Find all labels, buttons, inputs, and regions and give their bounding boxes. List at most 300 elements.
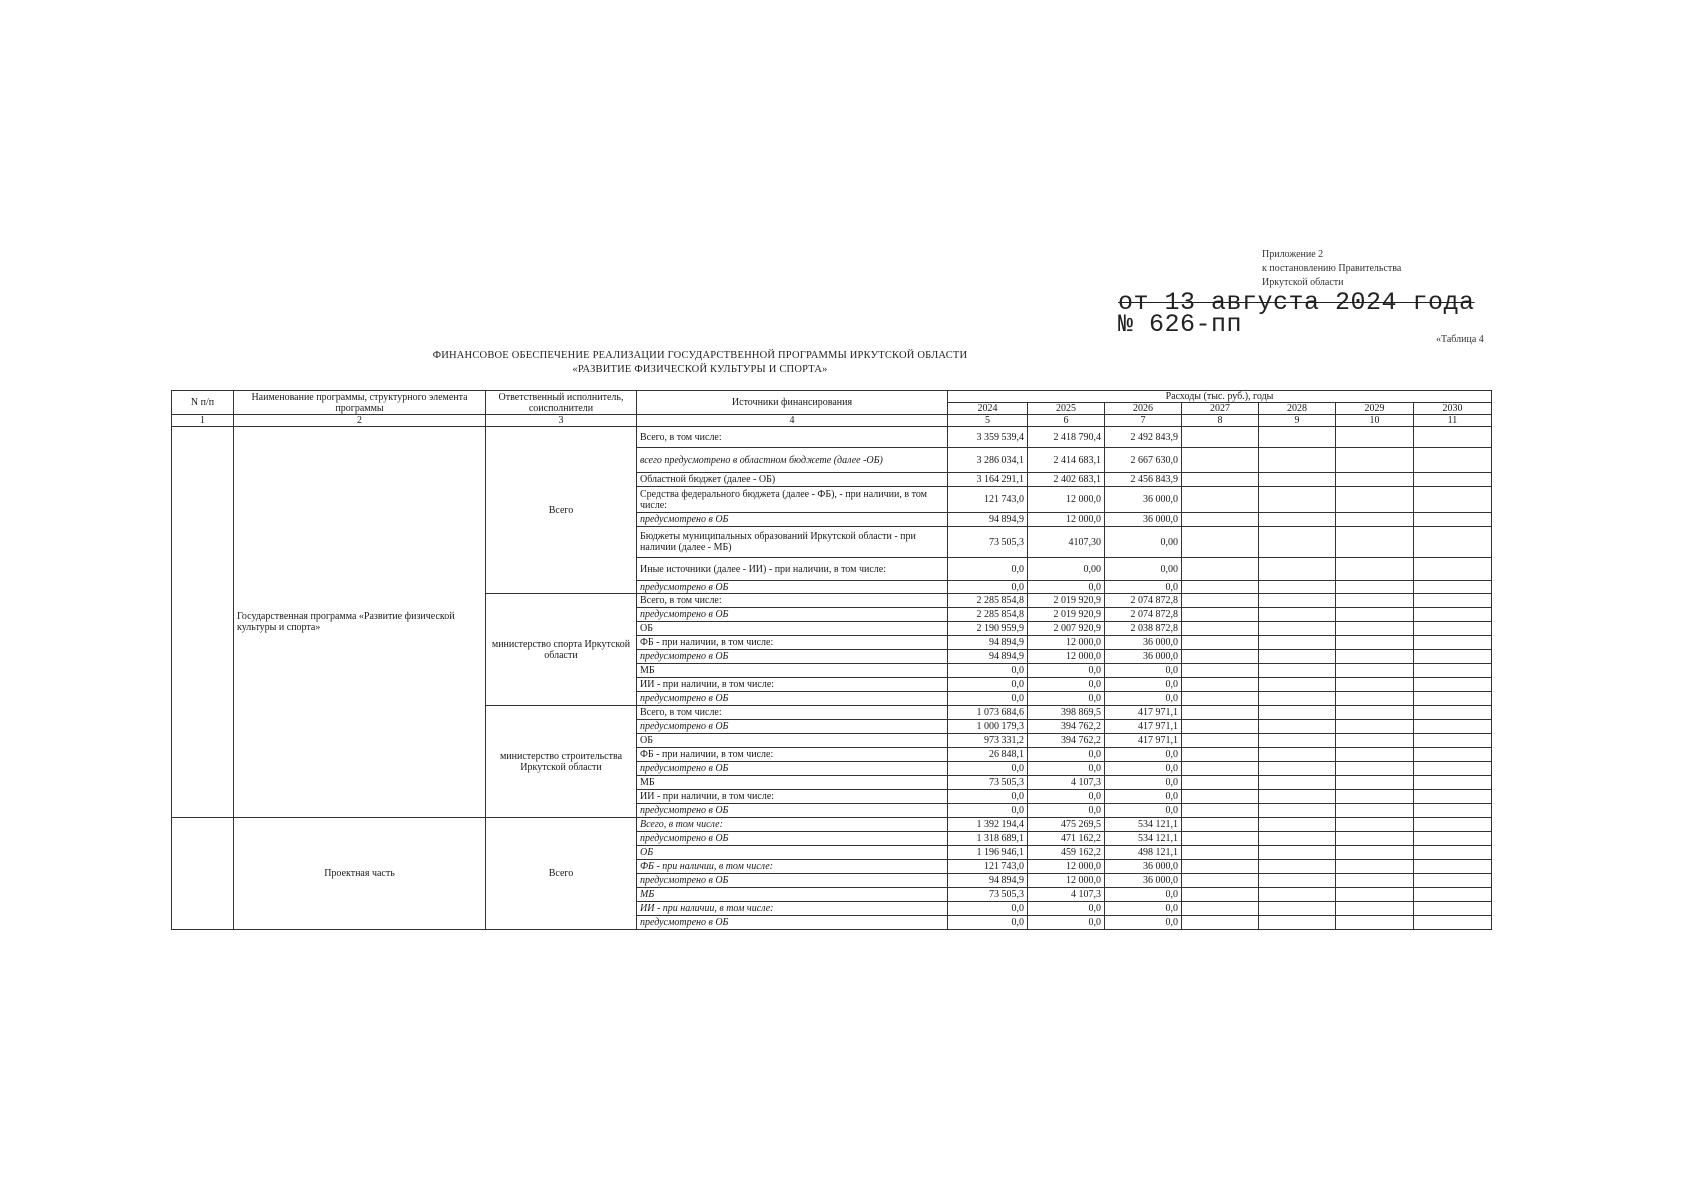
value-cell: [1182, 594, 1259, 608]
value-cell: [1414, 692, 1492, 706]
value-cell: [1414, 664, 1492, 678]
value-cell: [1336, 804, 1414, 818]
table-row: [172, 427, 1492, 448]
value-cell: [1336, 874, 1414, 888]
value-cell: [1259, 762, 1336, 776]
executor-cell: Всего: [486, 818, 637, 930]
value-cell: 4107,30: [1028, 527, 1105, 558]
value-cell: [1336, 650, 1414, 664]
value-cell: [1336, 513, 1414, 527]
value-cell: [1414, 581, 1492, 594]
value-cell: [1182, 692, 1259, 706]
value-cell: [1182, 581, 1259, 594]
value-cell: 1 196 946,1: [948, 846, 1028, 860]
header-year: 2027: [1182, 403, 1259, 415]
value-cell: [1414, 832, 1492, 846]
value-cell: [1336, 902, 1414, 916]
value-cell: [1336, 860, 1414, 874]
document-subtitle: «РАЗВИТИЕ ФИЗИЧЕСКОЙ КУЛЬТУРЫ И СПОРТА»: [572, 364, 828, 375]
value-cell: 121 743,0: [948, 487, 1028, 513]
financing-table: [171, 390, 1492, 930]
value-cell: 12 000,0: [1028, 636, 1105, 650]
value-cell: [1259, 916, 1336, 930]
value-cell: [1182, 860, 1259, 874]
source-cell: предусмотрено в ОБ: [637, 692, 948, 706]
value-cell: 0,0: [948, 558, 1028, 581]
resolution-number: № 626-пп: [1118, 310, 1243, 339]
value-cell: [1259, 692, 1336, 706]
value-cell: [1336, 448, 1414, 473]
value-cell: 0,0: [948, 762, 1028, 776]
header-responsible: Ответственный исполнитель, соисполнители: [486, 391, 637, 415]
value-cell: [1259, 860, 1336, 874]
value-cell: 0,0: [948, 581, 1028, 594]
value-cell: 0,0: [1105, 678, 1182, 692]
value-cell: [1182, 608, 1259, 622]
value-cell: [1336, 748, 1414, 762]
source-cell: предусмотрено в ОБ: [637, 762, 948, 776]
value-cell: [1336, 818, 1414, 832]
value-cell: 973 331,2: [948, 734, 1028, 748]
value-cell: [1336, 790, 1414, 804]
source-cell: Всего, в том числе:: [637, 427, 948, 448]
value-cell: 36 000,0: [1105, 860, 1182, 874]
value-cell: 0,0: [1028, 581, 1105, 594]
source-cell: Всего, в том числе:: [637, 594, 948, 608]
value-cell: [1259, 748, 1336, 762]
source-cell: Всего, в том числе:: [637, 818, 948, 832]
value-cell: [1182, 748, 1259, 762]
value-cell: [1414, 790, 1492, 804]
value-cell: [1259, 513, 1336, 527]
value-cell: [1259, 874, 1336, 888]
value-cell: [1259, 818, 1336, 832]
value-cell: 0,0: [1105, 776, 1182, 790]
value-cell: 0,0: [1105, 664, 1182, 678]
value-cell: 2 007 920,9: [1028, 622, 1105, 636]
source-cell: МБ: [637, 776, 948, 790]
value-cell: [1182, 762, 1259, 776]
value-cell: 0,0: [1105, 748, 1182, 762]
value-cell: [1259, 487, 1336, 513]
value-cell: [1182, 804, 1259, 818]
value-cell: [1414, 818, 1492, 832]
value-cell: 3 164 291,1: [948, 473, 1028, 487]
value-cell: 0,0: [948, 804, 1028, 818]
value-cell: 394 762,2: [1028, 734, 1105, 748]
value-cell: [1336, 487, 1414, 513]
column-number: 9: [1259, 415, 1336, 427]
value-cell: 36 000,0: [1105, 636, 1182, 650]
value-cell: 2 414 683,1: [1028, 448, 1105, 473]
source-cell: предусмотрено в ОБ: [637, 720, 948, 734]
value-cell: [1182, 473, 1259, 487]
source-cell: Бюджеты муниципальных образований Иркутской области - при наличии (далее - МБ): [637, 527, 948, 558]
value-cell: 0,0: [948, 692, 1028, 706]
source-cell: МБ: [637, 888, 948, 902]
value-cell: [1336, 581, 1414, 594]
appendix-line-2: к постановлению Правительства: [1262, 263, 1402, 274]
value-cell: 3 359 539,4: [948, 427, 1028, 448]
value-cell: [1182, 874, 1259, 888]
column-number: 4: [637, 415, 948, 427]
value-cell: 2 190 959,9: [948, 622, 1028, 636]
column-number: 3: [486, 415, 637, 427]
executor-cell: министерство спорта Иркутской области: [486, 594, 637, 706]
value-cell: [1259, 594, 1336, 608]
resolution-date: от 13 августа 2024 года: [1118, 288, 1475, 317]
value-cell: [1414, 804, 1492, 818]
resolution-stamp: [1118, 288, 1475, 339]
value-cell: [1182, 513, 1259, 527]
value-cell: 394 762,2: [1028, 720, 1105, 734]
column-number: 2: [234, 415, 486, 427]
value-cell: 417 971,1: [1105, 720, 1182, 734]
value-cell: 0,0: [948, 664, 1028, 678]
value-cell: [1414, 622, 1492, 636]
value-cell: [1336, 558, 1414, 581]
header-name: Наименование программы, структурного элемента программы: [234, 391, 486, 415]
value-cell: 498 121,1: [1105, 846, 1182, 860]
source-cell: Иные источники (далее - ИИ) - при наличии, в том числе:: [637, 558, 948, 581]
value-cell: 4 107,3: [1028, 776, 1105, 790]
executor-cell: министерство строительства Иркутской области: [486, 706, 637, 818]
value-cell: 417 971,1: [1105, 734, 1182, 748]
value-cell: [1182, 558, 1259, 581]
source-cell: ФБ - при наличии, в том числе:: [637, 636, 948, 650]
value-cell: 0,0: [1105, 790, 1182, 804]
source-cell: предусмотрено в ОБ: [637, 874, 948, 888]
value-cell: [1182, 527, 1259, 558]
source-cell: Всего, в том числе:: [637, 706, 948, 720]
header-year: 2026: [1105, 403, 1182, 415]
value-cell: 2 074 872,8: [1105, 608, 1182, 622]
value-cell: [1414, 487, 1492, 513]
value-cell: 417 971,1: [1105, 706, 1182, 720]
value-cell: 94 894,9: [948, 513, 1028, 527]
value-cell: 73 505,3: [948, 888, 1028, 902]
value-cell: [1259, 664, 1336, 678]
value-cell: 0,0: [948, 678, 1028, 692]
value-cell: [1414, 608, 1492, 622]
value-cell: [1336, 832, 1414, 846]
value-cell: [1182, 664, 1259, 678]
value-cell: [1414, 846, 1492, 860]
value-cell: [1182, 678, 1259, 692]
table-body: [172, 391, 1492, 930]
source-cell: ФБ - при наличии, в том числе:: [637, 748, 948, 762]
value-cell: 26 848,1: [948, 748, 1028, 762]
value-cell: [1414, 776, 1492, 790]
value-cell: 2 456 843,9: [1105, 473, 1182, 487]
document-title: ФИНАНСОВОЕ ОБЕСПЕЧЕНИЕ РЕАЛИЗАЦИИ ГОСУДАРСТВЕННОЙ ПРОГРАММЫ ИРКУТСКОЙ ОБЛАСТИ: [432, 350, 968, 361]
source-cell: предусмотрено в ОБ: [637, 513, 948, 527]
header-num: N п/п: [172, 391, 234, 415]
value-cell: [1414, 720, 1492, 734]
value-cell: [1414, 874, 1492, 888]
source-cell: ИИ - при наличии, в том числе:: [637, 902, 948, 916]
value-cell: [1259, 888, 1336, 902]
column-number: 1: [172, 415, 234, 427]
value-cell: 0,0: [1105, 804, 1182, 818]
value-cell: 73 505,3: [948, 527, 1028, 558]
value-cell: 36 000,0: [1105, 513, 1182, 527]
source-cell: ОБ: [637, 734, 948, 748]
value-cell: [1414, 916, 1492, 930]
value-cell: [1414, 594, 1492, 608]
value-cell: 12 000,0: [1028, 650, 1105, 664]
value-cell: 0,0: [1028, 692, 1105, 706]
value-cell: [1336, 720, 1414, 734]
header-sources: Источники финансирования: [637, 391, 948, 415]
value-cell: 12 000,0: [1028, 487, 1105, 513]
value-cell: [1259, 581, 1336, 594]
column-number: 11: [1414, 415, 1492, 427]
value-cell: 0,0: [1028, 678, 1105, 692]
value-cell: [1336, 608, 1414, 622]
value-cell: 459 162,2: [1028, 846, 1105, 860]
value-cell: 534 121,1: [1105, 818, 1182, 832]
source-cell: предусмотрено в ОБ: [637, 804, 948, 818]
value-cell: [1259, 804, 1336, 818]
table-number: «Таблица 4: [1436, 334, 1484, 345]
value-cell: [1259, 427, 1336, 448]
value-cell: [1414, 748, 1492, 762]
value-cell: [1259, 527, 1336, 558]
value-cell: 1 318 689,1: [948, 832, 1028, 846]
value-cell: 0,0: [948, 790, 1028, 804]
value-cell: 0,0: [948, 916, 1028, 930]
value-cell: [1259, 846, 1336, 860]
value-cell: 0,0: [1028, 804, 1105, 818]
source-cell: Областной бюджет (далее - ОБ): [637, 473, 948, 487]
column-number: 5: [948, 415, 1028, 427]
project-part-cell: Проектная часть: [234, 818, 486, 930]
value-cell: 36 000,0: [1105, 650, 1182, 664]
value-cell: [1182, 622, 1259, 636]
value-cell: [1182, 846, 1259, 860]
source-cell: предусмотрено в ОБ: [637, 608, 948, 622]
header-year: 2028: [1259, 403, 1336, 415]
value-cell: [1336, 706, 1414, 720]
source-cell: всего предусмотрено в областном бюджете (далее -ОБ): [637, 448, 948, 473]
value-cell: 534 121,1: [1105, 832, 1182, 846]
value-cell: 0,0: [1028, 790, 1105, 804]
value-cell: 94 894,9: [948, 650, 1028, 664]
value-cell: [1414, 527, 1492, 558]
value-cell: 0,00: [1028, 558, 1105, 581]
value-cell: [1259, 608, 1336, 622]
executor-cell: Всего: [486, 427, 637, 594]
header-year: 2030: [1414, 403, 1492, 415]
value-cell: [1259, 650, 1336, 664]
column-number: 7: [1105, 415, 1182, 427]
value-cell: [1336, 678, 1414, 692]
source-cell: предусмотрено в ОБ: [637, 832, 948, 846]
value-cell: [1182, 427, 1259, 448]
value-cell: 2 492 843,9: [1105, 427, 1182, 448]
value-cell: [1336, 594, 1414, 608]
source-cell: ИИ - при наличии, в том числе:: [637, 790, 948, 804]
project-num-cell: [172, 818, 234, 930]
source-cell: предусмотрено в ОБ: [637, 650, 948, 664]
appendix-line-3: Иркутской области: [1262, 277, 1344, 288]
value-cell: [1259, 902, 1336, 916]
value-cell: 1 000 179,3: [948, 720, 1028, 734]
value-cell: [1336, 776, 1414, 790]
value-cell: [1182, 448, 1259, 473]
value-cell: [1414, 888, 1492, 902]
value-cell: [1414, 706, 1492, 720]
value-cell: [1182, 818, 1259, 832]
source-cell: ОБ: [637, 622, 948, 636]
value-cell: 0,0: [1105, 902, 1182, 916]
value-cell: 0,0: [1028, 916, 1105, 930]
value-cell: 0,0: [1105, 762, 1182, 776]
value-cell: 0,0: [1028, 902, 1105, 916]
header-expenses: Расходы (тыс. руб.), годы: [948, 391, 1492, 403]
header-year: 2024: [948, 403, 1028, 415]
value-cell: [1336, 846, 1414, 860]
value-cell: 0,0: [1028, 664, 1105, 678]
header-year: 2025: [1028, 403, 1105, 415]
value-cell: [1182, 734, 1259, 748]
column-number: 8: [1182, 415, 1259, 427]
value-cell: 2 019 920,9: [1028, 608, 1105, 622]
header-year: 2029: [1336, 403, 1414, 415]
value-cell: 2 418 790,4: [1028, 427, 1105, 448]
value-cell: [1414, 473, 1492, 487]
value-cell: [1336, 664, 1414, 678]
value-cell: [1414, 762, 1492, 776]
value-cell: 1 073 684,6: [948, 706, 1028, 720]
value-cell: [1414, 678, 1492, 692]
value-cell: [1182, 487, 1259, 513]
value-cell: [1336, 622, 1414, 636]
value-cell: [1414, 558, 1492, 581]
appendix-block: [1262, 248, 1401, 290]
value-cell: 475 269,5: [1028, 818, 1105, 832]
value-cell: 36 000,0: [1105, 487, 1182, 513]
value-cell: [1336, 636, 1414, 650]
value-cell: [1414, 902, 1492, 916]
value-cell: [1336, 916, 1414, 930]
value-cell: [1414, 427, 1492, 448]
value-cell: [1182, 776, 1259, 790]
value-cell: 2 074 872,8: [1105, 594, 1182, 608]
value-cell: [1182, 720, 1259, 734]
value-cell: [1182, 636, 1259, 650]
value-cell: [1336, 473, 1414, 487]
value-cell: 0,0: [1028, 762, 1105, 776]
value-cell: 12 000,0: [1028, 513, 1105, 527]
value-cell: 471 162,2: [1028, 832, 1105, 846]
value-cell: [1414, 636, 1492, 650]
appendix-line-1: Приложение 2: [1262, 249, 1324, 260]
value-cell: 0,00: [1105, 558, 1182, 581]
value-cell: 2 285 854,8: [948, 594, 1028, 608]
program-name-cell: Государственная программа «Развитие физической культуры и спорта»: [234, 427, 486, 818]
column-number: 6: [1028, 415, 1105, 427]
value-cell: [1259, 790, 1336, 804]
value-cell: [1259, 776, 1336, 790]
value-cell: [1414, 448, 1492, 473]
value-cell: 4 107,3: [1028, 888, 1105, 902]
value-cell: [1414, 860, 1492, 874]
value-cell: [1259, 473, 1336, 487]
value-cell: [1259, 720, 1336, 734]
value-cell: [1182, 916, 1259, 930]
value-cell: 2 285 854,8: [948, 608, 1028, 622]
source-cell: предусмотрено в ОБ: [637, 581, 948, 594]
program-num-cell: [172, 427, 234, 818]
source-cell: предусмотрено в ОБ: [637, 916, 948, 930]
value-cell: [1336, 762, 1414, 776]
value-cell: [1336, 427, 1414, 448]
value-cell: 0,0: [1105, 888, 1182, 902]
value-cell: 12 000,0: [1028, 874, 1105, 888]
value-cell: [1414, 513, 1492, 527]
value-cell: 2 038 872,8: [1105, 622, 1182, 636]
value-cell: 0,0: [1105, 581, 1182, 594]
value-cell: 0,0: [1105, 916, 1182, 930]
value-cell: [1259, 636, 1336, 650]
value-cell: 398 869,5: [1028, 706, 1105, 720]
source-cell: ИИ - при наличии, в том числе:: [637, 678, 948, 692]
value-cell: [1336, 527, 1414, 558]
value-cell: [1182, 902, 1259, 916]
value-cell: 94 894,9: [948, 874, 1028, 888]
value-cell: [1259, 448, 1336, 473]
value-cell: 73 505,3: [948, 776, 1028, 790]
value-cell: [1259, 558, 1336, 581]
table-row: [172, 818, 1492, 832]
value-cell: [1259, 734, 1336, 748]
value-cell: [1182, 706, 1259, 720]
value-cell: [1182, 790, 1259, 804]
value-cell: 0,00: [1105, 527, 1182, 558]
value-cell: [1336, 692, 1414, 706]
value-cell: 36 000,0: [1105, 874, 1182, 888]
source-cell: МБ: [637, 664, 948, 678]
value-cell: [1182, 650, 1259, 664]
value-cell: 1 392 194,4: [948, 818, 1028, 832]
value-cell: 0,0: [948, 902, 1028, 916]
value-cell: [1259, 706, 1336, 720]
value-cell: 0,0: [1028, 748, 1105, 762]
value-cell: [1182, 832, 1259, 846]
value-cell: [1336, 888, 1414, 902]
source-cell: ФБ - при наличии, в том числе:: [637, 860, 948, 874]
value-cell: 0,0: [1105, 692, 1182, 706]
value-cell: 2 019 920,9: [1028, 594, 1105, 608]
source-cell: Средства федерального бюджета (далее - ФБ), - при наличии, в том числе:: [637, 487, 948, 513]
value-cell: 2 402 683,1: [1028, 473, 1105, 487]
value-cell: [1414, 650, 1492, 664]
value-cell: 3 286 034,1: [948, 448, 1028, 473]
value-cell: [1259, 622, 1336, 636]
value-cell: [1336, 734, 1414, 748]
value-cell: [1414, 734, 1492, 748]
value-cell: 2 667 630,0: [1105, 448, 1182, 473]
value-cell: [1182, 888, 1259, 902]
column-number: 10: [1336, 415, 1414, 427]
value-cell: [1259, 678, 1336, 692]
value-cell: 94 894,9: [948, 636, 1028, 650]
value-cell: 121 743,0: [948, 860, 1028, 874]
value-cell: 12 000,0: [1028, 860, 1105, 874]
value-cell: [1259, 832, 1336, 846]
